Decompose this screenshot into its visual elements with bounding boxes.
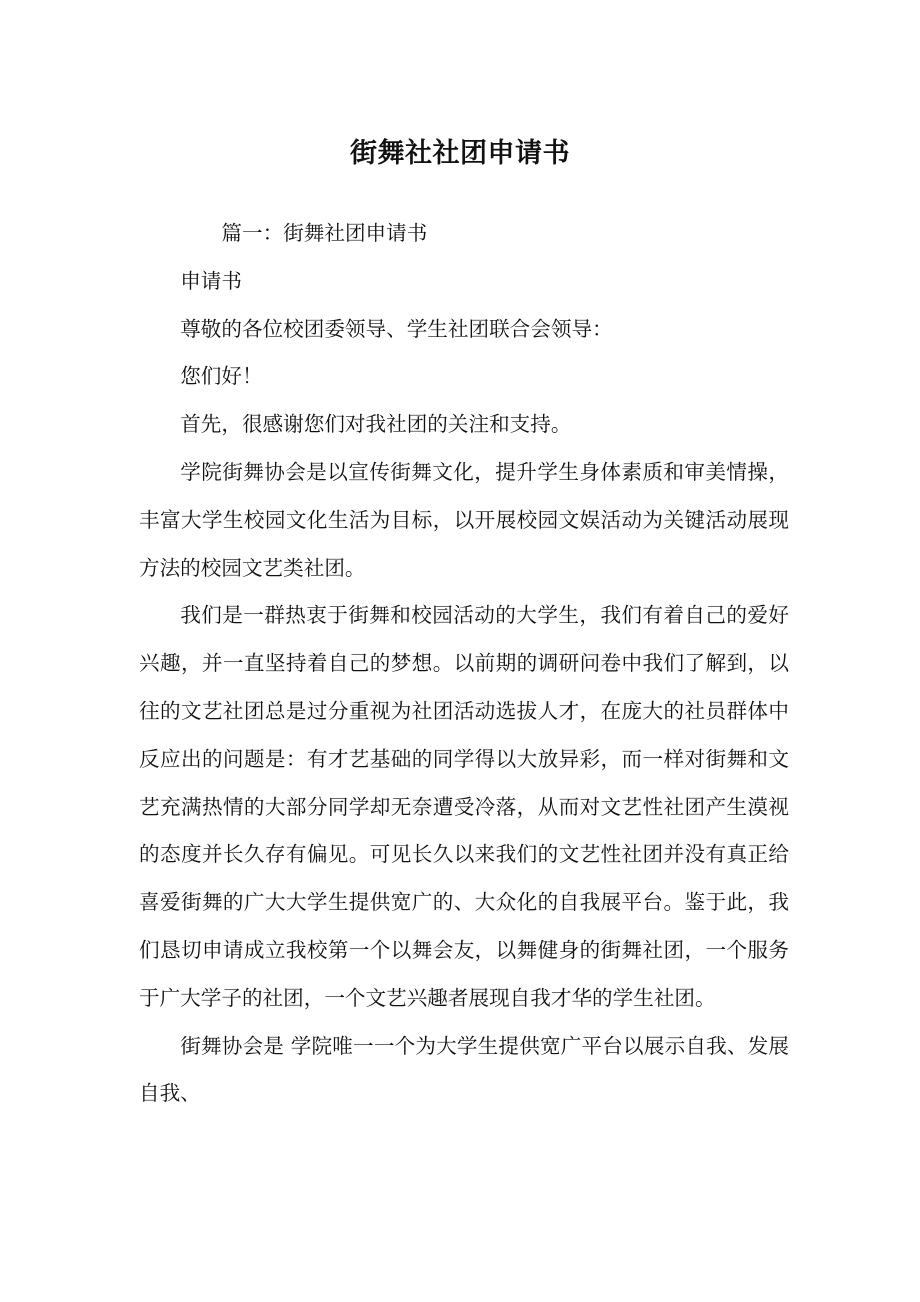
document-body bbox=[139, 210, 789, 1118]
body-paragraph: 我们是一群热衷于街舞和校园活动的大学生，我们有着自己的爱好兴趣，并一直坚持着自己的梦想。以前期的调研问卷中我们了解到，以往的文艺社团总是过分重视为社团活动选拔人才，在庞大的社员群体中反应出的问题是：有才艺基础的同学得以大放异彩，而一样对街舞和文艺充满热情的大部分同学却无奈遭受冷落，从而对文艺性社团产生漠视的态度并长久存有偏见。可见长久以来我们的文艺性社团并没有真正给喜爱街舞的广大大学生提供宽广的、大众化的自我展平台。鉴于此，我们恳切申请成立我校第一个以舞会友，以舞健身的街舞社团，一个服务于广大学子的社团，一个文艺兴趣者展现自我才华的学生社团。 bbox=[139, 603, 789, 1010]
section-heading: 篇一：街舞社团申请书 bbox=[221, 221, 428, 245]
page-title: 街舞社社团申请书 bbox=[350, 138, 570, 170]
body-paragraph: 街舞协会是 学院唯一一个为大学生提供宽广平台以展示自我、发展自我、 bbox=[139, 1033, 789, 1106]
body-paragraph: 学院街舞协会是以宣传街舞文化，提升学生身体素质和审美情操，丰富大学生校园文化生活为目标，以开展校园文娱活动为关键活动展现方法的校园文艺类社团。 bbox=[139, 459, 789, 580]
letter-heading: 申请书 bbox=[180, 268, 242, 293]
body-paragraph: 首先，很感谢您们对我社团的关注和支持。 bbox=[180, 412, 572, 437]
salutation: 尊敬的各位校团委领导、学生社团联合会领导： bbox=[180, 316, 613, 341]
greeting: 您们好！ bbox=[180, 364, 263, 389]
